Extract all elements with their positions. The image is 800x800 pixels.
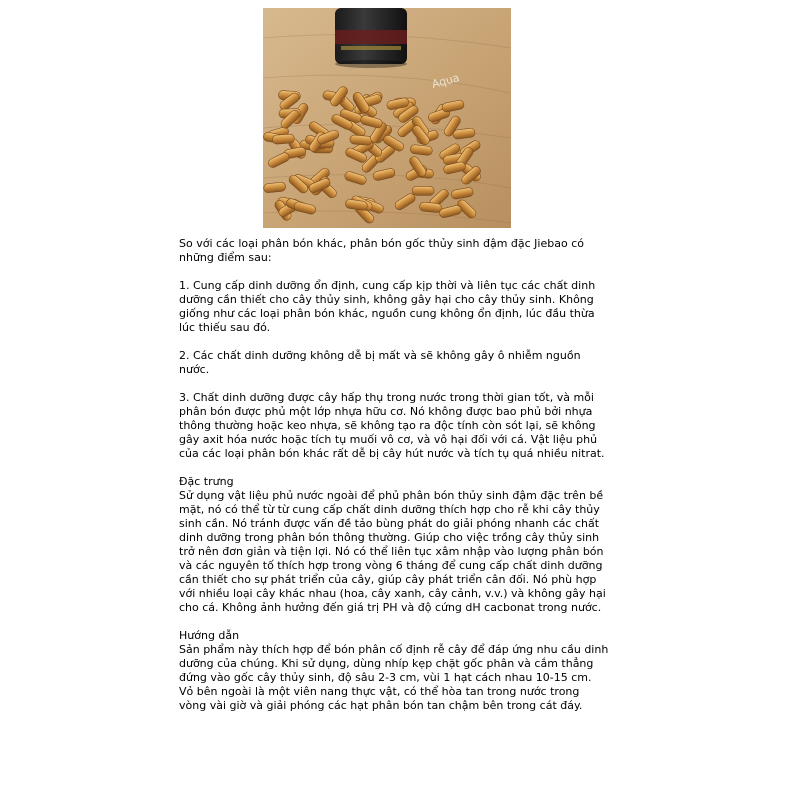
features-body: Sử dụng vật liệu phủ nước ngoài để phủ phân bón thủy sinh đậm đặc trên bề mặt, nó có thể từ từ cung cấp chất dinh dưỡng thích hợp cho rễ khi cây thủy sinh cần. Nó tránh được vấn đề tảo bùng phát do giải phóng nhanh các chất dinh dưỡng trong phân bón thông thường. Giúp cho việc trồng cây thủy sinh trở nên đơn giản và tiện lợi. Nó có thể liên tục xâm nhập vào lượng phân bón và các nguyên tố thích hợp trong vòng 6 tháng để cung cấp chất dinh dưỡng cần thiết cho sự phát triển của cây, giúp cây phát triển cân đối. Nó phù hợp với nhiều loại cây khác nhau (hoa, cây xanh, cây cảnh, v.v.) và không gây hại cho cá. Không ảnh hưởng đến giá trị PH và độ cứng dH cacbonat trong nước.: [179, 489, 606, 614]
instructions-body: Sản phẩm này thích hợp để bón phân cố định rễ cây để đáp ứng nhu cầu dinh dưỡng của chúng. Khi sử dụng, dùng nhíp kẹp chặt gốc phân và cắm thẳng đứng vào gốc cây thủy sinh, độ sâu 2-3 cm, vùi 1 hạt cách nhau 10-15 cm. Vỏ bên ngoài là một viên nang thực vật, có thể hòa tan trong nước trong vòng vài giờ và giải phóng các hạt phân bón tan chậm bên trong cát đáy.: [179, 643, 609, 712]
features-heading: Đặc trưng: [179, 475, 234, 488]
capsule: [272, 134, 295, 145]
intro-paragraph: So với các loại phân bón khác, phân bón gốc thủy sinh đậm đặc Jiebao có những điểm sau:: [179, 237, 584, 264]
point-1: 1. Cung cấp dinh dưỡng ổn định, cung cấp kịp thời và liên tục các chất dinh dưỡng cần thiết cho cây thủy sinh, không gây hại cho cây thủy sinh. Không giống như các loại phân bón khác, nguồn cung không ổn định, lúc đầu thừa lúc thiếu sau đó.: [179, 279, 596, 334]
watermark-text: Aqua: [430, 71, 461, 91]
point-2: 2. Các chất dinh dưỡng không dễ bị mất và sẽ không gây ô nhiễm nguồn nước.: [179, 349, 581, 376]
instructions-heading: Hướng dẫn: [179, 629, 240, 642]
capsule: [419, 202, 442, 213]
description-text: [179, 237, 609, 727]
product-photo: [263, 8, 511, 228]
fertilizer-capsules-image: [263, 8, 511, 228]
capsule: [412, 186, 434, 195]
point-3: 3. Chất dinh dưỡng được cây hấp thụ trong nước trong thời gian tốt, và mỗi phân bón được phủ một lớp nhựa hữu cơ. Nó không được bao phủ bởi nhựa thông thường hoặc keo nhựa, sẽ không tạo ra độc tính còn sót lại, sẽ không gây axit hóa nước hoặc tích tụ muối vô cơ, và vô hại đối với cá. Vật liệu phủ của các loại phân bón khác rất dễ bị cây hút nước và tích tụ quá nhiều nitrat.: [179, 391, 605, 460]
capsule: [350, 135, 373, 146]
